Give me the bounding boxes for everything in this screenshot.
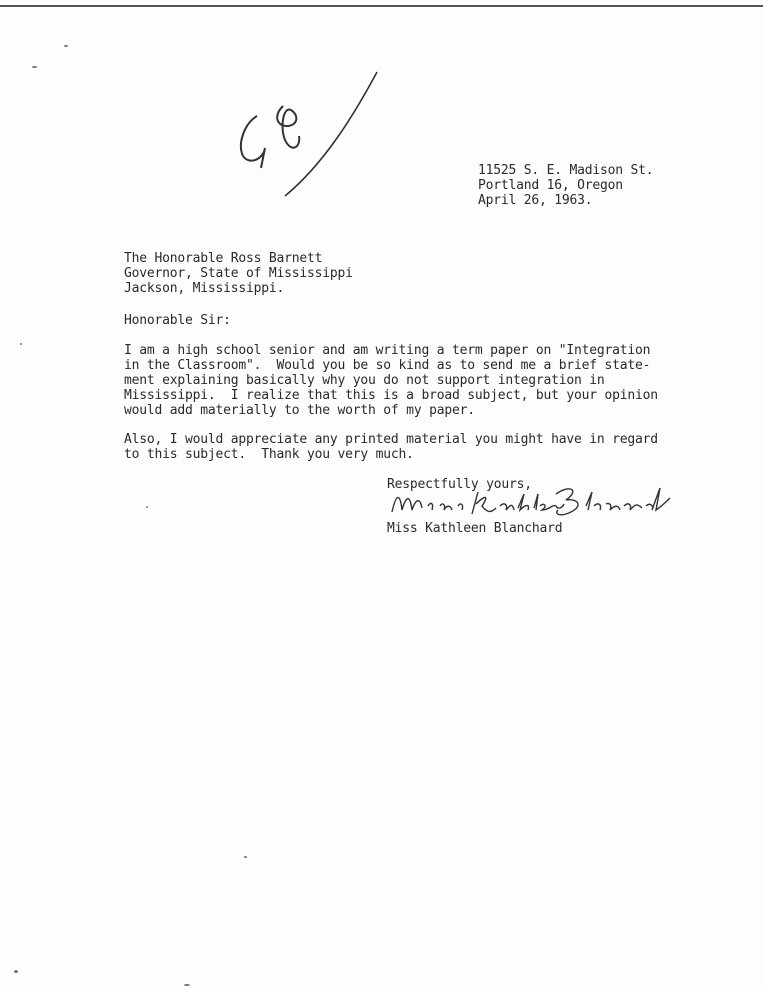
signature [380, 484, 675, 524]
sender-line: April 26, 1963. [478, 193, 593, 208]
scan-speck [32, 66, 37, 68]
scan-speck [64, 45, 68, 47]
page-top-edge [0, 5, 763, 7]
body-line: to this subject. Thank you very much. [124, 447, 414, 462]
body-line: I am a high school senior and am writing a term paper on "Integration [124, 343, 651, 358]
salutation: Honorable Sir: [124, 313, 231, 328]
inside-address-line: Governor, State of Mississippi [124, 266, 353, 281]
body-line: would add materially to the worth of my paper. [124, 403, 475, 418]
body-line: in the Classroom". Would you be so kind as to send me a brief state- [124, 358, 651, 373]
inside-address-line: The Honorable Ross Barnett [124, 251, 323, 266]
inside-address-line: Jackson, Mississippi. [124, 281, 285, 296]
scan-speck [184, 984, 190, 986]
typed-signature-name: Miss Kathleen Blanchard [387, 521, 563, 536]
scan-speck [244, 856, 247, 858]
closing: Respectfully yours, [387, 477, 532, 492]
scan-speck [146, 506, 148, 508]
scan-speck [14, 970, 18, 973]
sender-line: 11525 S. E. Madison St. [478, 163, 654, 178]
body-line: Also, I would appreciate any printed material you might have in regard [124, 432, 658, 447]
body-line: ment explaining basically why you do not support integration in [124, 373, 605, 388]
scan-speck [20, 343, 22, 345]
body-line: Mississippi. I realize that this is a broad subject, but your opinion [124, 388, 658, 403]
handwritten-mark [225, 68, 385, 203]
sender-line: Portland 16, Oregon [478, 178, 623, 193]
